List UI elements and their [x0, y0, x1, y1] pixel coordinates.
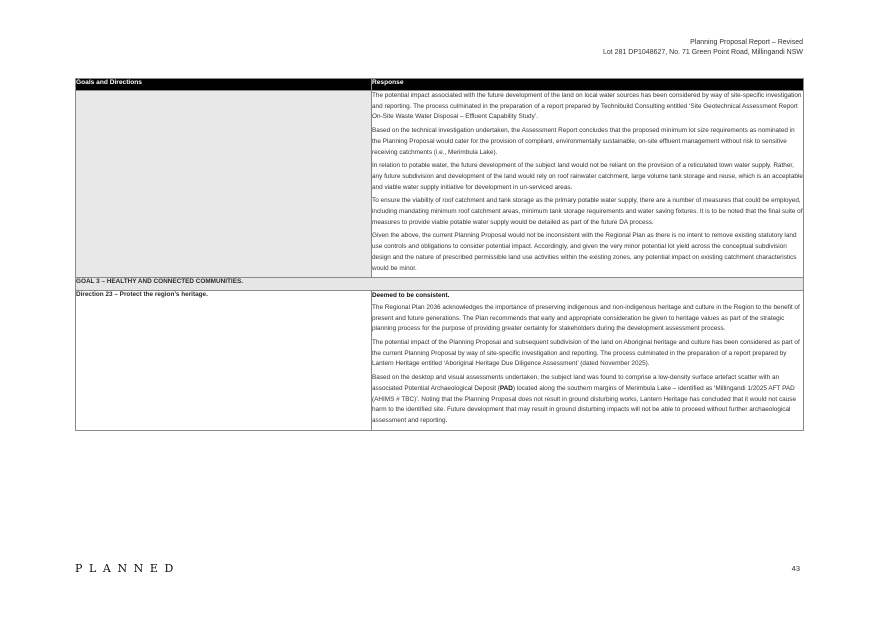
column-header-response: Response [372, 79, 804, 91]
planned-logo: PLANNED [75, 562, 180, 575]
response-cell [372, 291, 804, 430]
goals-directions-table [75, 78, 804, 431]
goal-heading: GOAL 3 – HEALTHY AND CONNECTED COMMUNITIES. [76, 278, 804, 291]
goal-row [76, 278, 804, 291]
response-paragraph: Given the above, the current Planning Proposal would not be inconsistent with the Regional Plan as there is no intent to remove existing statutory land use controls and obligations to consider potential impact. Accordingly, and given the very minor potential lot yield across the conceptual subdivision design and the nature of prescribed permissible land use activities within the existing zones, any potential impact on existing catchment characteristics would be minor. [372, 232, 797, 272]
table-row [76, 91, 804, 278]
page-header [603, 38, 803, 58]
table-row [76, 291, 804, 430]
paragraph-text: ) located along the southern margins of Merimbula Lake – identified as ‘Millingandi 1/2025 AFT PAD (AHIMS # TBC)’. Noting that the Planning Proposal does not result in ground disturbing works, Lantern Heritage has concluded that it would not cause harm to the identified site. Future development that may result in ground disturbing impacts will not be able to proceed without further archaeological assessment and reporting. [372, 384, 797, 424]
response-paragraph: The Regional Plan 2036 acknowledges the importance of preserving indigenous and non-indigenous heritage and culture in the Region to the benefit of present and future generations. The Plan recommends that early and appropriate consideration be given to heritage values as part of the strategic planning process for the purpose of providing greater certainty for stakeholders during the development assessment process. [372, 303, 800, 333]
pad-acronym: PAD [499, 384, 513, 392]
response-paragraph: Based on the technical investigation undertaken, the Assessment Report concludes that the proposed minimum lot size requirements as nominated in the Planning Proposal would cater for the provision of compliant, environmentally sustainable, on-site effluent management without risk to sensitive receiving catchments (i.e., Merimbula Lake). [372, 127, 795, 156]
direction-label: Direction 23 – Protect the region’s heritage. [76, 291, 372, 430]
response-paragraph [372, 373, 803, 427]
consistency-statement: Deemed to be consistent. [372, 292, 450, 300]
column-header-goals: Goals and Directions [76, 79, 372, 91]
report-title: Planning Proposal Report – Revised [690, 39, 803, 46]
response-paragraph: To ensure the viability of roof catchment and tank storage as the primary potable water supply, there are a number of measures that could be employed, including mandating minimum roof catchment areas, minimum tank storage requirements and water saving fixtures. It is to be noted that the final suite of measures to provide viable potable water supply would be detailed as part of the future DA process. [372, 197, 803, 226]
response-cell [372, 91, 804, 278]
site-address: Lot 281 DP1048627, No. 71 Green Point Road, Millingandi NSW [602, 49, 803, 56]
response-paragraph: The potential impact associated with the future development of the land on local water sources has been considered by way of site-specific investigation and reporting. The process culminated in the preparation of a report prepared by Technibuild Consulting entitled ‘Site Geotechnical Assessment Report On-Site Waste Water Disposal – Effluent Capability Study’. [372, 92, 802, 121]
goal-cell-empty [76, 91, 372, 278]
paragraph-text: Based on the desktop and visual assessments undertaken, the subject land was found to comprise a low-density surface artefact scatter with an associated Potential Archaeological Deposit ( [372, 374, 780, 392]
response-paragraph: In relation to potable water, the future development of the subject land would not be reliant on the provision of a reticulated town water supply. Rather, any future subdivision and development of the land would rely on roof rainwater catchment, large volume tank storage and reuse, which is an acceptable and viable water supply initiative for development in un-serviced areas. [372, 162, 803, 191]
response-paragraph: The potential impact of the Planning Proposal and subsequent subdivision of the land on Aboriginal heritage and culture has been considered as part of the current Planning Proposal by way of site-specific investigation and reporting. The process culminated in the preparation of a report prepared by Lantern Heritage entitled ‘Aboriginal Heritage Due Diligence Assessment’ (dated November 2025). [372, 339, 800, 368]
page-number: 43 [791, 564, 800, 573]
table-header-row [76, 79, 804, 91]
